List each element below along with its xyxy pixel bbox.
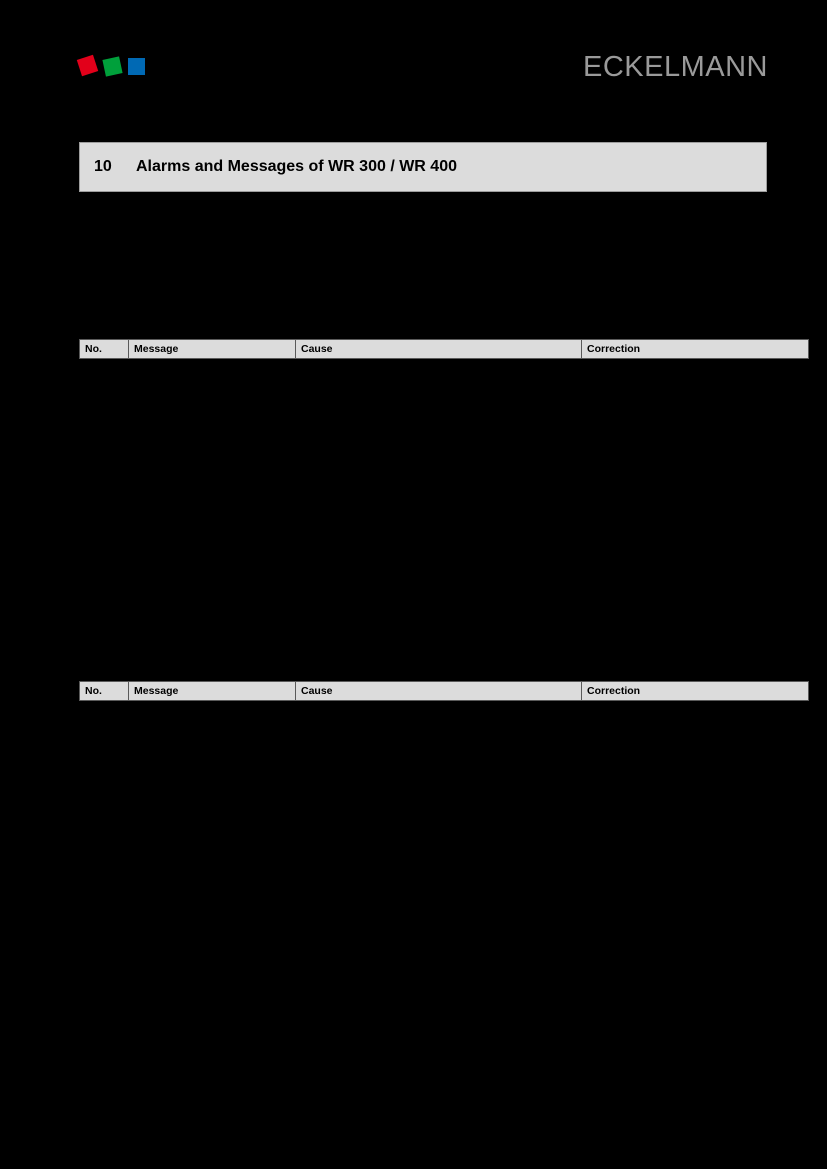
chapter-title: Alarms and Messages of WR 300 / WR 400	[136, 158, 457, 175]
column-header-no: No.	[80, 682, 129, 701]
eckelmann-logo	[79, 55, 147, 79]
table-header-row	[80, 682, 809, 701]
column-header-no: No.	[80, 340, 129, 359]
chapter-number: 10	[94, 158, 112, 175]
column-header-cause: Cause	[296, 682, 582, 701]
brand-name: ECKELMANN	[583, 51, 768, 83]
alarms-table-1	[79, 339, 809, 359]
column-header-message: Message	[129, 682, 296, 701]
logo-green-square-icon	[102, 56, 122, 76]
column-header-correction: Correction	[582, 682, 809, 701]
chapter-heading	[79, 142, 767, 192]
table-header-row	[80, 340, 809, 359]
column-header-cause: Cause	[296, 340, 582, 359]
page-header	[79, 50, 768, 86]
logo-red-square-icon	[77, 55, 98, 76]
alarms-table-2	[79, 681, 809, 701]
column-header-correction: Correction	[582, 340, 809, 359]
logo-blue-square-icon	[128, 58, 145, 75]
column-header-message: Message	[129, 340, 296, 359]
